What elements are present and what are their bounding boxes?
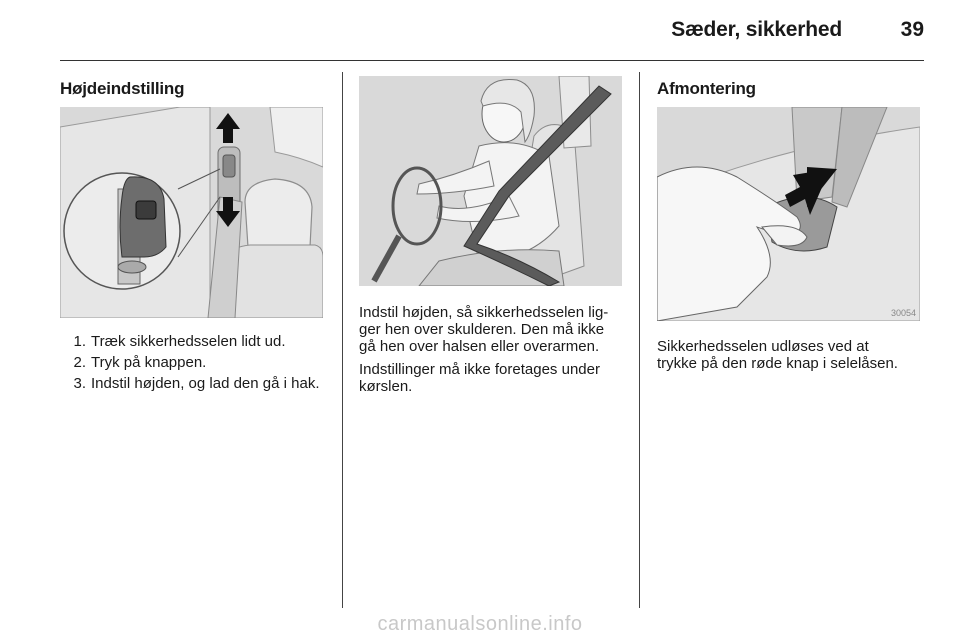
paragraph-line: kørslen. <box>359 378 413 395</box>
watermark: carmanualsonline.info <box>377 613 583 635</box>
page-number: 39 <box>900 18 924 41</box>
column-divider-2 <box>639 72 640 608</box>
step-text: Indstil højden, og lad den gå i hak. <box>91 375 320 392</box>
step-number: 1. <box>73 333 86 350</box>
steps-list <box>60 331 340 394</box>
paragraph-line: trykke på den røde knap i selelåsen. <box>657 355 898 372</box>
paragraph-line: ger hen over skulderen. Den må ikke <box>359 321 605 338</box>
page-title: Sæder, sikkerhed <box>671 18 842 41</box>
paragraph-line: Indstil højden, så sikkerhedsselen lig- <box>359 304 609 321</box>
illustration-belt-height-adjuster <box>60 107 323 318</box>
paragraph-no-adjust-while-driving <box>359 361 600 395</box>
step-item <box>60 352 340 373</box>
paragraph-buckle-release <box>657 338 898 372</box>
illustration-buckle-release <box>657 107 920 321</box>
step-text: Træk sikkerhedsselen lidt ud. <box>91 333 286 350</box>
step-text: Tryk på knappen. <box>91 354 207 371</box>
paragraph-line: gå hen over halsen eller overarmen. <box>359 338 600 355</box>
step-item <box>60 373 340 394</box>
illustration-belt-position <box>359 76 622 286</box>
step-item <box>60 331 340 352</box>
figure-number: 30054 <box>890 308 916 318</box>
step-number: 3. <box>73 375 86 392</box>
section-heading-height-adjustment: Højdeindstilling <box>60 79 185 98</box>
header-divider <box>60 60 924 61</box>
step-number: 2. <box>73 354 86 371</box>
section-heading-removal: Afmontering <box>657 79 756 98</box>
paragraph-line: Sikkerhedsselen udløses ved at <box>657 338 869 355</box>
column-divider-1 <box>342 72 343 608</box>
paragraph-line: Indstillinger må ikke foretages under <box>359 361 600 378</box>
paragraph-belt-position <box>359 304 608 355</box>
